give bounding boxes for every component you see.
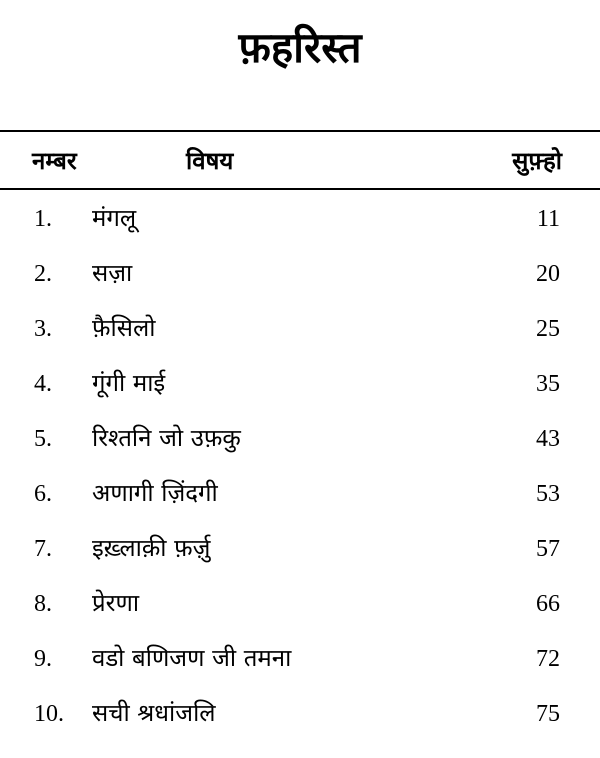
entry-page: 53 — [536, 481, 560, 507]
entry-number: 7. — [34, 536, 52, 562]
entry-title: सची श्रधांजलि — [92, 699, 216, 727]
entry-title: वडो बणिजण जी तमना — [92, 644, 292, 672]
toc-row — [0, 247, 600, 302]
page-title: फ़हरिस्त — [238, 23, 362, 72]
entry-title: फ़ैसिलो — [92, 314, 156, 342]
entry-number: 4. — [34, 371, 52, 397]
entry-page: 20 — [536, 261, 560, 287]
toc-row — [0, 522, 600, 577]
entry-title: इख़्लाक़ी फ़र्ज़ु — [92, 534, 211, 562]
entry-number: 10. — [34, 701, 64, 727]
toc-row — [0, 632, 600, 687]
column-header-number: नम्बर — [32, 147, 77, 175]
column-header-subject: विषय — [186, 147, 234, 175]
entry-title: गूंगी माई — [92, 369, 166, 397]
entry-title: अणागी ज़िंदगी — [92, 479, 218, 507]
toc-row — [0, 357, 600, 412]
toc-row — [0, 192, 600, 247]
entry-number: 3. — [34, 316, 52, 342]
entry-number: 1. — [34, 206, 52, 232]
toc-row — [0, 577, 600, 632]
entry-page: 25 — [536, 316, 560, 342]
table-of-contents — [0, 192, 600, 742]
toc-row — [0, 467, 600, 522]
entry-page: 72 — [536, 646, 560, 672]
header-top-rule — [0, 130, 600, 132]
entry-number: 6. — [34, 481, 52, 507]
entry-title: रिश्तनि जो उफ़कु — [92, 424, 241, 452]
entry-page: 43 — [536, 426, 560, 452]
entry-number: 8. — [34, 591, 52, 617]
entry-number: 5. — [34, 426, 52, 452]
toc-row — [0, 302, 600, 357]
entry-title: प्रेरणा — [92, 589, 140, 617]
toc-row — [0, 412, 600, 467]
toc-row — [0, 687, 600, 742]
entry-number: 2. — [34, 261, 52, 287]
header-bottom-rule — [0, 188, 600, 190]
entry-title: मंगलू — [92, 204, 137, 232]
entry-page: 75 — [536, 701, 560, 727]
entry-number: 9. — [34, 646, 52, 672]
entry-title: सज़ा — [92, 259, 133, 287]
entry-page: 35 — [536, 371, 560, 397]
entry-page: 66 — [536, 591, 560, 617]
column-header-page: सुफ़्हो — [512, 147, 562, 175]
entry-page: 57 — [536, 536, 560, 562]
entry-page: 11 — [536, 206, 560, 232]
